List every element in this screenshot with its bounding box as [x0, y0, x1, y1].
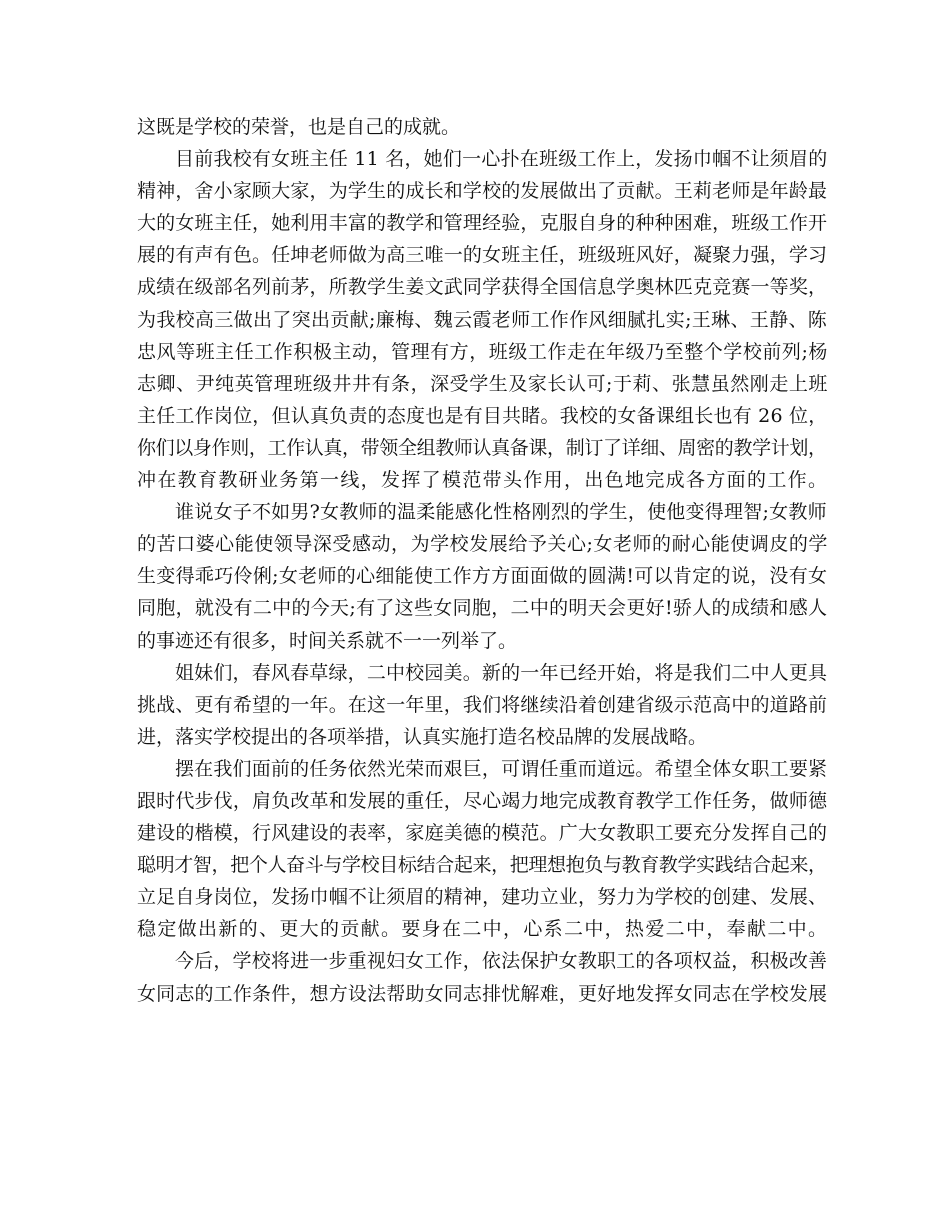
text-line: 建设的楷模，行风建设的表率，家庭美德的模范。广大女教职工要充分发挥自己的: [137, 822, 828, 845]
text-line: 今后，学校将进一步重视妇女工作，依法保护女教职工的各项权益，积极改善: [175, 950, 828, 973]
text-line: 姐妹们，春风春草绿，二中校园美。新的一年已经开始，将是我们二中人更具: [175, 661, 828, 684]
text-line: 跟时代步伐，肩负改革和发展的重任，尽心竭力地完成教育教学工作任务，做师德: [137, 789, 828, 812]
document-body: [137, 111, 827, 1010]
text-line: 忠风等班主任工作积极主动，管理有方，班级工作走在年级乃至整个学校前列;杨: [137, 340, 828, 363]
text-line: 展的有声有色。任坤老师做为高三唯一的女班主任，班级班风好，凝聚力强，学习: [137, 244, 828, 267]
text-line: 摆在我们面前的任务依然光荣而艰巨，可谓任重而道远。希望全体女职工要紧: [175, 757, 828, 780]
text-line: 稳定做出新的、更大的贡献。要身在二中，心系二中，热爱二中，奉献二中。: [137, 918, 829, 941]
text-line: 你们以身作则，工作认真，带领全组教师认真备课，制订了详细、周密的教学计划，: [137, 436, 827, 459]
text-line: 进，落实学校提出的各项举措，认真实施打造名校品牌的发展战略。: [137, 725, 708, 748]
text-line: 为我校高三做出了突出贡献;廉梅、魏云霞老师工作作风细腻扎实;王琳、王静、陈: [137, 308, 828, 331]
text-line: 主任工作岗位，但认真负责的态度也是有目共睹。我校的女备课组长也有 26 位，: [137, 404, 828, 427]
text-line: 聪明才智，把个人奋斗与学校目标结合起来，把理想抱负与教育教学实践结合起来，: [137, 854, 827, 877]
text-line: 目前我校有女班主任 11 名，她们一心扑在班级工作上，发扬巾帼不让须眉的: [175, 148, 828, 171]
text-line: 这既是学校的荣誉，也是自己的成就。: [137, 116, 461, 138]
text-line: 女同志的工作条件，想方设法帮助女同志排忧解难，更好地发挥女同志在学校发展: [137, 982, 828, 1005]
text-line: 挑战、更有希望的一年。在这一年里，我们将继续沿着创建省级示范高中的道路前: [137, 693, 828, 716]
text-line: 大的女班主任，她利用丰富的教学和管理经验，克服自身的种种困难，班级工作开: [137, 212, 828, 235]
text-line: 立足自身岗位，发扬巾帼不让须眉的精神，建功立业，努力为学校的创建、发展、: [137, 886, 828, 909]
text-line: 谁说女子不如男?女教师的温柔能感化性格刚烈的学生，使他变得理智;女教师: [175, 501, 827, 524]
text-line: 冲在教育教研业务第一线，发挥了模范带头作用，出色地完成各方面的工作。: [137, 469, 829, 492]
text-line: 的苦口婆心能使领导深受感动，为学校发展给予关心;女老师的耐心能使调皮的学: [137, 533, 828, 556]
text-line: 同胞，就没有二中的今天;有了这些女同胞，二中的明天会更好!骄人的成绩和感人: [137, 597, 828, 620]
text-line: 精神，舍小家顾大家，为学生的成长和学校的发展做出了贡献。王莉老师是年龄最: [137, 180, 828, 203]
text-line: 志卿、尹纯英管理班级井井有条，深受学生及家长认可;于莉、张慧虽然刚走上班: [137, 372, 828, 395]
text-line: 的事迹还有很多，时间关系就不一一列举了。: [137, 629, 518, 652]
text-line: 生变得乖巧伶俐;女老师的心细能使工作方方面面做的圆满!可以肯定的说，没有女: [137, 565, 828, 588]
text-line: 成绩在级部名列前茅，所教学生姜文武同学获得全国信息学奥林匹克竞赛一等奖，: [137, 276, 828, 299]
